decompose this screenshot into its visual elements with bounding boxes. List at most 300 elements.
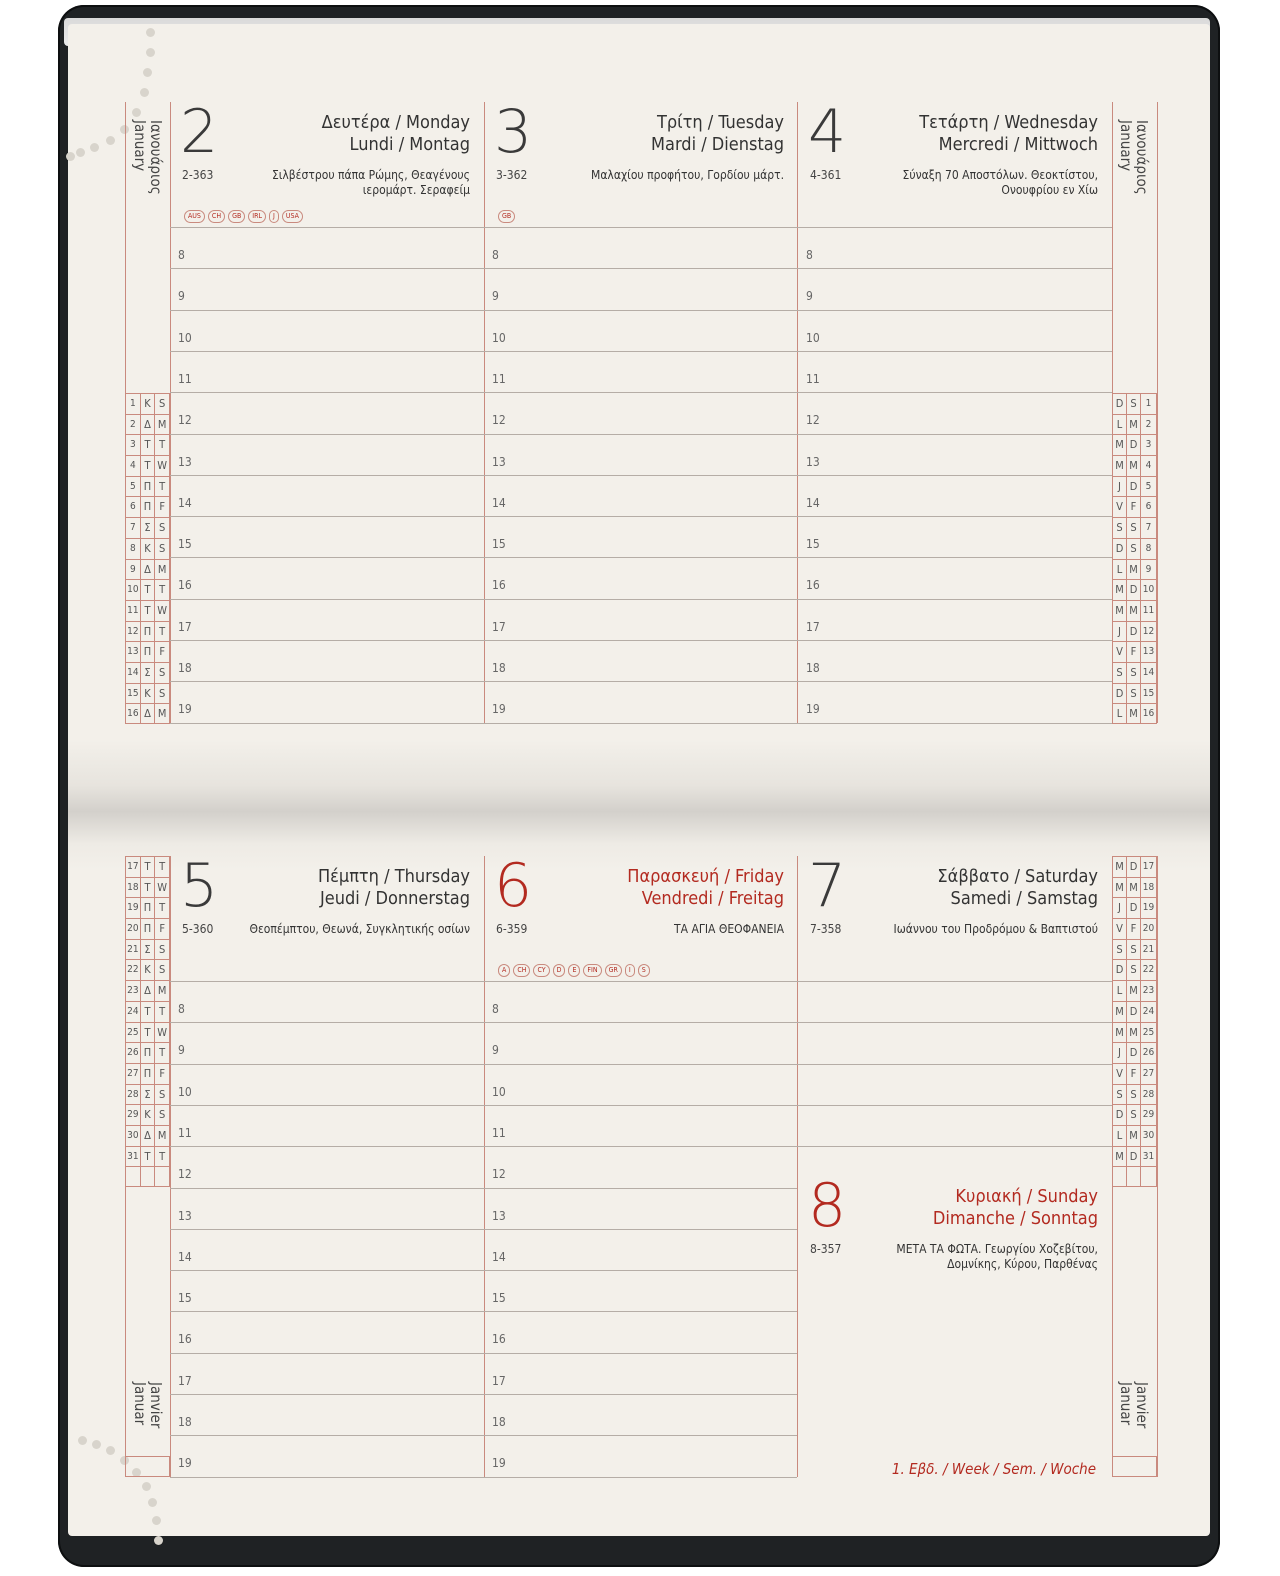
mini-cell: 8 xyxy=(1145,542,1152,554)
mini-row xyxy=(1113,434,1156,455)
saint-line-1: ΜΕΤΑ ΤΑ ΦΩΤΑ. Γεωργίου Χοζεβίτου, xyxy=(896,1242,1098,1256)
dot xyxy=(132,108,141,117)
day-number: 4 xyxy=(808,97,847,167)
flag-gb: GB xyxy=(228,210,245,223)
hour-label: 13 xyxy=(178,1208,192,1223)
hour-label: 19 xyxy=(806,702,820,717)
top-hour-line xyxy=(170,310,1112,311)
mini-cell: V xyxy=(1113,919,1127,939)
mini-row xyxy=(1113,414,1156,435)
saint-line-1: Θεοπέμπτου, Θεωνά, Συγκλητικής οσίων xyxy=(249,922,470,936)
bottom-hour-line xyxy=(170,981,797,982)
mini-cell: 2 xyxy=(126,415,141,435)
mini-footer-left xyxy=(125,1456,170,1477)
mini-row xyxy=(1113,703,1156,724)
flag-gr: GR xyxy=(605,964,622,977)
mini-cell: D xyxy=(1113,394,1127,414)
day-name-primary: Τρίτη / Tuesday xyxy=(656,112,784,133)
flag-s: S xyxy=(638,964,650,977)
day-of-year: 5-360 xyxy=(182,922,214,936)
mini-cell: 30 xyxy=(126,1126,141,1146)
mini-cell: 3 xyxy=(1145,439,1152,451)
dot xyxy=(146,48,155,57)
mini-cell: Τ xyxy=(141,580,156,600)
saint-line-1: ΤΑ ΑΓΙΑ ΘΕΟΦΑΝΕΙΑ xyxy=(674,922,784,936)
mini-cell: L xyxy=(1113,981,1127,1001)
day-name-secondary: Samedi / Samstag xyxy=(950,888,1098,909)
hour-label: 19 xyxy=(178,702,192,717)
mini-row xyxy=(1113,641,1156,662)
hour-label: 8 xyxy=(178,1002,185,1016)
mini-cell: 7 xyxy=(126,518,141,538)
bottom-hour-line xyxy=(170,1477,797,1478)
saint-line-1: Σιλβέστρου πάπα Ρώμης, Θεαγένους xyxy=(271,168,470,182)
mini-cell: 20 xyxy=(1142,923,1155,935)
day-name-secondary: Vendredi / Freitag xyxy=(641,888,784,909)
mini-row xyxy=(126,559,169,580)
day-name-secondary: Lundi / Montag xyxy=(349,134,470,155)
mini-calendar-bottom-left xyxy=(125,856,170,1187)
mini-cell: 23 xyxy=(1142,985,1155,997)
mini-cell: V xyxy=(1113,497,1127,517)
flag-e: E xyxy=(568,964,580,977)
flag-irl: IRL xyxy=(248,210,266,223)
mini-row xyxy=(1113,1042,1156,1063)
mini-row xyxy=(126,662,169,683)
hour-label: 17 xyxy=(806,619,820,634)
mini-row xyxy=(126,455,169,476)
saturday-hour-line xyxy=(797,1064,1112,1065)
top-hour-line xyxy=(170,723,1112,724)
top-hour-line xyxy=(170,681,1112,682)
mini-row xyxy=(1113,1146,1156,1167)
day-name-secondary: Mardi / Dienstag xyxy=(651,134,784,155)
mini-cell: S xyxy=(1113,518,1127,538)
mini-row xyxy=(1113,621,1156,642)
mini-row xyxy=(1113,1063,1156,1084)
mini-cell: 16 xyxy=(1142,708,1155,720)
mini-cell: M xyxy=(1113,1002,1127,1022)
hour-label: 12 xyxy=(492,1167,506,1182)
saturday-hour-line xyxy=(797,1022,1112,1023)
mini-cell: 28 xyxy=(126,1085,141,1105)
bottom-hour-line xyxy=(170,1188,797,1189)
mini-cell: Τ xyxy=(141,857,156,877)
mini-row xyxy=(1113,559,1156,580)
mini-cell: D xyxy=(1127,622,1141,642)
mini-cell: Δ xyxy=(141,415,156,435)
hour-label: 10 xyxy=(178,1084,192,1099)
day-header-6 xyxy=(490,851,784,976)
mini-cell: 21 xyxy=(126,940,141,960)
mini-cell: D xyxy=(1127,1147,1141,1167)
mini-cell: M xyxy=(1127,878,1141,898)
hour-label: 14 xyxy=(492,1249,506,1264)
mini-row xyxy=(126,1063,169,1084)
mini-cell: 4 xyxy=(1145,460,1152,472)
mini-cell: M xyxy=(1113,1023,1127,1043)
mini-row xyxy=(1113,393,1156,414)
day-name-primary: Πέμπτη / Thursday xyxy=(317,866,470,887)
day-of-year: 6-359 xyxy=(496,922,528,936)
mini-cell: M xyxy=(157,562,167,576)
mini-cell: S xyxy=(1113,940,1127,960)
mini-cell: Π xyxy=(141,622,156,642)
mini-cell: 13 xyxy=(1142,646,1155,658)
hour-label: 12 xyxy=(806,413,820,428)
mini-cell: F xyxy=(1127,1064,1141,1084)
mini-row xyxy=(126,897,169,918)
hour-label: 9 xyxy=(492,1043,499,1058)
mini-row xyxy=(1113,579,1156,600)
flag-j: J xyxy=(269,210,279,223)
mini-cell: D xyxy=(1113,960,1127,980)
mini-cell: Τ xyxy=(141,1147,156,1167)
bottom-hour-line xyxy=(170,1064,797,1065)
page-fold xyxy=(68,740,1210,870)
mini-row xyxy=(1113,1022,1156,1043)
mini-cell: Π xyxy=(141,1043,156,1063)
dot xyxy=(76,148,85,157)
mini-cell: M xyxy=(1113,601,1127,621)
mini-cell: S xyxy=(159,665,166,679)
dot xyxy=(142,1482,151,1491)
hour-label: 15 xyxy=(492,537,506,552)
mini-calendar-bottom-right xyxy=(1112,856,1157,1187)
mini-cell: 15 xyxy=(1142,687,1155,699)
mini-cell xyxy=(1141,1167,1156,1186)
hour-label: 8 xyxy=(492,248,499,262)
mini-cell: 29 xyxy=(126,1105,141,1125)
mini-cell: D xyxy=(1113,1105,1127,1125)
top-col-line xyxy=(1157,102,1158,723)
mini-row xyxy=(126,414,169,435)
mini-cell: D xyxy=(1127,898,1141,918)
hour-label: 14 xyxy=(178,1249,192,1264)
mini-cell: D xyxy=(1127,857,1141,877)
mini-cell: Π xyxy=(141,919,156,939)
hour-label: 8 xyxy=(806,248,813,262)
mini-cell: J xyxy=(1113,622,1127,642)
dot xyxy=(148,1498,157,1507)
flag-d: D xyxy=(553,964,566,977)
mini-cell: 19 xyxy=(126,898,141,918)
day-name-primary: Τετάρτη / Wednesday xyxy=(919,112,1098,133)
top-hour-line xyxy=(170,227,1112,228)
mini-row xyxy=(126,683,169,704)
top-hour-line xyxy=(170,516,1112,517)
hour-label: 11 xyxy=(178,371,192,386)
mini-row xyxy=(1113,517,1156,538)
mini-cell: 18 xyxy=(126,878,141,898)
mini-row xyxy=(126,600,169,621)
bottom-hour-line xyxy=(170,1229,797,1230)
hour-label: 13 xyxy=(492,454,506,469)
mini-cell: F xyxy=(1127,497,1141,517)
mini-cell: 9 xyxy=(126,560,141,580)
hour-label: 12 xyxy=(492,413,506,428)
hour-label: 17 xyxy=(178,1373,192,1388)
hour-label: 11 xyxy=(806,371,820,386)
hour-label: 15 xyxy=(492,1291,506,1306)
mini-cell: Σ xyxy=(141,1085,156,1105)
mini-cell: 18 xyxy=(1142,881,1155,893)
mini-row xyxy=(126,1125,169,1146)
month-label-top-right: Ιανουάριος January xyxy=(1117,120,1151,195)
mini-footer-right xyxy=(1112,1456,1157,1477)
mini-cell: Κ xyxy=(141,394,156,414)
top-hour-line xyxy=(170,351,1112,352)
mini-cell: S xyxy=(1113,1085,1127,1105)
flag-a: A xyxy=(498,964,510,977)
mini-cell: M xyxy=(1113,456,1127,476)
hour-label: 10 xyxy=(492,1084,506,1099)
mini-cell xyxy=(141,1167,156,1186)
hour-label: 16 xyxy=(492,1332,506,1347)
bottom-hour-line xyxy=(170,1105,797,1106)
bottom-hour-line xyxy=(170,1270,797,1271)
day-of-year: 7-358 xyxy=(810,922,842,936)
mini-cell: W xyxy=(157,1025,168,1039)
mini-row xyxy=(126,538,169,559)
top-hour-line xyxy=(170,640,1112,641)
mini-calendar-top-right xyxy=(1112,393,1157,724)
mini-row xyxy=(1113,455,1156,476)
mini-cell: W xyxy=(157,459,168,473)
mini-row xyxy=(1113,918,1156,939)
top-hour-line xyxy=(170,599,1112,600)
mini-cell xyxy=(126,1167,141,1186)
mini-cell: M xyxy=(1127,456,1141,476)
mini-cell: M xyxy=(1127,981,1141,1001)
mini-cell: S xyxy=(1127,539,1141,559)
hour-label: 18 xyxy=(806,661,820,675)
day-header-7 xyxy=(804,851,1098,976)
top-hour-line xyxy=(170,434,1112,435)
hour-label: 11 xyxy=(492,1125,506,1140)
mini-cell: Π xyxy=(141,477,156,497)
mini-cell: L xyxy=(1113,415,1127,435)
top-hour-line xyxy=(170,475,1112,476)
mini-cell: L xyxy=(1113,704,1127,723)
hour-label: 8 xyxy=(178,248,185,262)
hour-label: 9 xyxy=(806,289,813,304)
mini-cell: 27 xyxy=(1142,1067,1155,1079)
mini-cell: 5 xyxy=(1145,480,1152,492)
mini-cell: S xyxy=(1127,960,1141,980)
top-hour-line xyxy=(170,392,1112,393)
hour-label: 15 xyxy=(178,1291,192,1306)
mini-cell: 17 xyxy=(1142,861,1155,872)
mini-cell: L xyxy=(1113,1126,1127,1146)
mini-cell xyxy=(155,1167,169,1186)
mini-cell: M xyxy=(1127,704,1141,723)
mini-cell: Δ xyxy=(141,1126,156,1146)
week-label: 1. Εβδ. / Week / Sem. / Woche xyxy=(891,1460,1096,1478)
bottom-hour-line xyxy=(170,1022,797,1023)
mini-cell: D xyxy=(1127,1002,1141,1022)
day-number: 5 xyxy=(180,851,219,921)
mini-row xyxy=(126,856,169,877)
day-number: 3 xyxy=(494,97,533,167)
mini-cell xyxy=(1127,1167,1141,1186)
bottom-col-line xyxy=(1157,856,1158,1477)
mini-cell: F xyxy=(159,645,166,659)
hour-label: 14 xyxy=(806,495,820,510)
mini-cell: D xyxy=(1127,435,1141,455)
day-name-primary: Σάββατο / Saturday xyxy=(937,866,1098,887)
mini-cell: S xyxy=(159,521,166,535)
mini-cell: F xyxy=(1127,642,1141,662)
mini-cell: S xyxy=(1127,1105,1141,1125)
mini-cell: T xyxy=(159,1004,166,1018)
day-of-year: 4-361 xyxy=(810,168,842,182)
mini-cell: M xyxy=(1113,580,1127,600)
day-number: 7 xyxy=(808,851,847,921)
bottom-hour-line xyxy=(170,1394,797,1395)
day-name-primary: Δευτέρα / Monday xyxy=(321,112,470,133)
mini-cell: M xyxy=(157,984,167,998)
mini-cell: 8 xyxy=(126,539,141,559)
mini-cell: 25 xyxy=(1142,1026,1155,1038)
hour-label: 11 xyxy=(178,1125,192,1140)
mini-cell: F xyxy=(159,1066,166,1080)
mini-cell: M xyxy=(1113,435,1127,455)
day-name-secondary: Mercredi / Mittwoch xyxy=(938,134,1098,155)
mini-cell: Π xyxy=(141,1064,156,1084)
bottom-hour-line xyxy=(170,1435,797,1436)
saturday-hour-line xyxy=(797,981,1112,982)
mini-cell: D xyxy=(1127,477,1141,497)
mini-cell: Σ xyxy=(141,518,156,538)
mini-row xyxy=(126,1166,169,1187)
mini-cell: 6 xyxy=(1145,501,1152,513)
mini-row xyxy=(1113,496,1156,517)
bottom-hour-line xyxy=(170,1146,797,1147)
day-name-primary: Κυριακή / Sunday xyxy=(955,1186,1098,1207)
mini-row xyxy=(1113,959,1156,980)
mini-row xyxy=(1113,662,1156,683)
hour-label: 19 xyxy=(178,1456,192,1471)
hour-label: 16 xyxy=(178,578,192,593)
mini-row xyxy=(126,980,169,1001)
mini-cell: S xyxy=(1113,663,1127,683)
mini-cell: S xyxy=(159,541,166,555)
flag-gb: GB xyxy=(498,210,515,223)
mini-cell: F xyxy=(159,500,166,514)
dot xyxy=(66,152,75,161)
day-name-primary: Παρασκευή / Friday xyxy=(627,866,784,887)
hour-label: 18 xyxy=(492,1415,506,1429)
day-of-year: 2-363 xyxy=(182,168,214,182)
dot xyxy=(78,1436,87,1445)
hour-label: 16 xyxy=(492,578,506,593)
saturday-hour-line xyxy=(797,1105,1112,1106)
hour-label: 10 xyxy=(178,330,192,345)
mini-row xyxy=(126,918,169,939)
mini-cell: 28 xyxy=(1142,1088,1155,1100)
mini-cell: 16 xyxy=(126,704,141,723)
mini-cell: 14 xyxy=(126,663,141,683)
mini-cell: 29 xyxy=(1142,1109,1155,1121)
hour-label: 15 xyxy=(178,537,192,552)
mini-cell: S xyxy=(1127,940,1141,960)
mini-cell: Σ xyxy=(141,940,156,960)
mini-cell: T xyxy=(159,901,166,915)
mini-cell: Δ xyxy=(141,981,156,1001)
mini-cell: 13 xyxy=(126,642,141,662)
day-number: 6 xyxy=(494,851,533,921)
mini-cell: S xyxy=(1127,394,1141,414)
mini-cell: Π xyxy=(141,642,156,662)
mini-cell: 12 xyxy=(126,622,141,642)
mini-row xyxy=(1113,877,1156,898)
mini-row xyxy=(1113,897,1156,918)
mini-cell: 19 xyxy=(1142,902,1155,914)
mini-cell: Κ xyxy=(141,960,156,980)
mini-cell: T xyxy=(159,624,166,638)
mini-cell: Κ xyxy=(141,684,156,704)
mini-cell: W xyxy=(157,880,168,894)
saturday-hour-line xyxy=(797,1146,1112,1147)
mini-row xyxy=(1113,939,1156,960)
mini-cell: S xyxy=(1127,518,1141,538)
mini-cell: T xyxy=(159,860,166,873)
mini-cell: 4 xyxy=(126,456,141,476)
hour-label: 11 xyxy=(492,371,506,386)
flag-usa: USA xyxy=(282,210,303,223)
hour-label: 10 xyxy=(492,330,506,345)
mini-cell: T xyxy=(159,438,166,452)
dot xyxy=(106,1446,115,1455)
mini-cell: M xyxy=(157,1128,167,1142)
day-of-year: 8-357 xyxy=(810,1242,842,1256)
saint-line-2: Ονουφρίου εν Χίω xyxy=(1001,183,1098,197)
mini-cell: T xyxy=(159,583,166,597)
hour-label: 16 xyxy=(178,1332,192,1347)
mini-cell: J xyxy=(1113,477,1127,497)
mini-row xyxy=(1113,1125,1156,1146)
mini-row xyxy=(1113,856,1156,877)
day-name-secondary: Dimanche / Sonntag xyxy=(932,1208,1098,1229)
mini-cell: 24 xyxy=(1142,1005,1155,1017)
mini-cell: Δ xyxy=(141,560,156,580)
mini-cell: 5 xyxy=(126,477,141,497)
mini-cell: S xyxy=(159,1108,166,1122)
mini-cell: Δ xyxy=(141,704,156,723)
mini-cell: D xyxy=(1113,539,1127,559)
bottom-col-line xyxy=(797,856,798,1477)
mini-calendar-top-left xyxy=(125,393,170,724)
mini-cell: S xyxy=(1127,663,1141,683)
mini-cell: S xyxy=(159,1087,166,1101)
mini-cell: 24 xyxy=(126,1002,141,1022)
mini-row xyxy=(126,579,169,600)
top-col-line xyxy=(797,102,798,723)
top-col-line xyxy=(170,102,171,723)
dot xyxy=(90,143,99,152)
hour-label: 17 xyxy=(492,1373,506,1388)
mini-cell: S xyxy=(159,686,166,700)
hour-label: 18 xyxy=(178,661,192,675)
mini-row xyxy=(126,621,169,642)
mini-cell: 31 xyxy=(126,1147,141,1167)
mini-cell: D xyxy=(1127,580,1141,600)
mini-cell: F xyxy=(159,922,166,936)
mini-row xyxy=(1113,1084,1156,1105)
mini-row xyxy=(126,1084,169,1105)
saint-line-2: ιερομάρτ. Σεραφείμ xyxy=(362,183,470,197)
